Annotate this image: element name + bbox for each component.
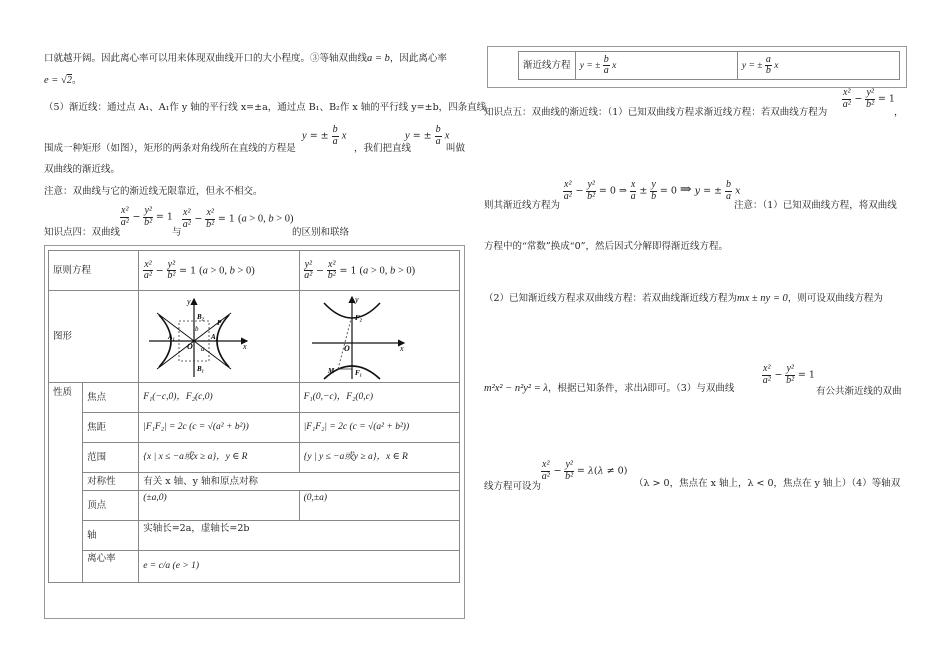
left-line-5: 双曲线的渐近线。 — [44, 164, 121, 175]
k5-line-3: 方程中的“常数”换成“0”，然后因式分解即得渐近线方程。 — [484, 241, 728, 252]
left-line-4-mid: ，我们把直线 — [354, 143, 412, 154]
left-line-2 — [44, 74, 82, 87]
text: 知识点五：双曲线的渐近线：（1）已知双曲线方程求渐近线方程：若双曲线方程为 — [484, 107, 828, 118]
range-x: {x | x ≤ −a或x ≥ a}，y ∈ R — [139, 443, 299, 473]
row-axis — [49, 521, 460, 551]
focal-distance-y: |F₁F₂| = 2c (c = √(a² + b²)) — [299, 413, 459, 443]
k5-line-1-tail: ， — [894, 107, 904, 118]
left-line-3: （5）渐近线：通过点 A₁、A₁作 y 轴的平行线 x=±a，通过点 B₁、B₂作 x 轴的平行线 y=±b，四条直线 — [44, 102, 487, 113]
x-hyperbola-diagram — [139, 293, 297, 381]
vertex-y: (0,±a) — [299, 491, 459, 521]
k5-line-2b: 注意：（1）已知双曲线方程，将双曲线 — [734, 200, 897, 211]
axis-value: 实轴长=2a，虚轴长=2b — [139, 521, 460, 551]
std-eq-x: $\frac{\text{x²}}{\text{a²}}$ − $\frac{\text{y²}}{\text{b²}}$ = 1 (a > 0, b > 0) — [139, 251, 299, 291]
label-standard-equation: 原则方程 — [49, 251, 139, 291]
fig1-B2: B₂ — [197, 312, 205, 321]
k5-eq-5: $\frac{\text{x²}}{\text{a²}}$ − $\frac{\text{y²}}{\text{b²}}$ = 1 — [762, 363, 815, 386]
k5-line-5 — [484, 382, 734, 395]
text: （2）已知渐近线方程求双曲线方程：若双曲线渐近线方程为 — [484, 293, 738, 304]
row-vertex — [49, 491, 460, 521]
row-focal-distance — [49, 413, 460, 443]
label-eccentricity: 离心率 — [83, 551, 139, 583]
row-figure — [49, 291, 460, 383]
math-e-sqrt2: e = √2 — [44, 75, 73, 86]
label-vertex: 顶点 — [83, 491, 139, 521]
k5-eq-1: $\frac{\text{x²}}{\text{a²}}$ − $\frac{\text{y²}}{\text{b²}}$ = 1 — [842, 87, 895, 110]
asymptote-table — [518, 51, 900, 80]
left-line-7a: 知识点四：双曲线 — [44, 227, 121, 238]
text: ，因此离心率 — [389, 53, 447, 64]
focal-distance-x: |F₁F₂| = 2c (c = √(a² + b²)) — [139, 413, 299, 443]
text: 围成一种矩形（如图），矩形的两条对角线所在直线的方程是 — [44, 143, 296, 154]
focus-y: F₁(0,−c)，F₂(0,c) — [299, 383, 459, 413]
k5-eq-2: $\frac{\text{x²}}{\text{a²}}$ − $\frac{\text{y²}}{\text{b²}}$ = 0 ⇒ $\frac{x}{a}$ ± $\frac{y}{b}$ = 0 ⇒ y = ± $\frac{b}{a}$ x — [563, 179, 741, 202]
fig1-A2: A₂ — [211, 332, 219, 341]
label-range: 范围 — [83, 443, 139, 473]
math-a-eq-b: a = b — [367, 53, 390, 64]
fig1-B1: B₁ — [197, 364, 205, 373]
text: ，则可设双曲线方程为 — [787, 293, 883, 304]
comparison-table — [48, 250, 460, 583]
k5-line-1 — [484, 107, 827, 119]
figure-x-hyperbola — [139, 291, 299, 383]
row-range — [49, 443, 460, 473]
symmetry-value: 有关 x 轴、y 轴和原点对称 — [139, 473, 460, 491]
fig2-M: M — [327, 366, 334, 375]
math-mx-ny: mx ± ny = 0 — [737, 293, 788, 304]
left-line-4-tail: 叫做 — [446, 143, 466, 154]
fig1-b: b — [195, 324, 199, 333]
math-lambda-eq: m²x² − n²y² = λ — [484, 383, 548, 394]
row-focus — [49, 383, 460, 413]
label-figure: 图形 — [49, 291, 139, 383]
label-properties: 性质 — [49, 383, 83, 583]
fig1-P: P — [217, 318, 222, 327]
text: 口就越开阔。因此离心率可以用来体现双曲线开口的大小程度。③等轴双曲线 — [44, 53, 368, 64]
left-line-7b: 与 — [172, 227, 182, 238]
fig2-F1: F₁ — [354, 368, 362, 377]
label-focus: 焦点 — [83, 383, 139, 413]
eq-asymptote-2: y = ± $\frac{b}{a}$ x — [405, 124, 450, 147]
fig1-A1: A₁ — [168, 332, 176, 341]
fig1-O: O — [187, 341, 193, 351]
k5-line-2a: 则其渐近线方程为 — [484, 200, 561, 211]
vertex-x: (±a,0) — [139, 491, 299, 521]
fig1-x: x — [243, 341, 247, 351]
comparison-table-frame — [44, 245, 465, 619]
fig2-F2: F₂ — [354, 313, 362, 322]
text: ，根据已知条件，求出 — [547, 383, 643, 394]
left-line-7c: 的区别和联络 — [292, 227, 350, 238]
label-focal-distance: 焦距 — [83, 413, 139, 443]
std-eq-y: $\frac{\text{y²}}{\text{a²}}$ − $\frac{\text{x²}}{\text{b²}}$ = 1 (a > 0, b > 0) — [299, 251, 459, 291]
eccentricity-value: e = c/a (e > 1) — [139, 551, 460, 583]
label-asymptote: 渐近线方程 — [519, 52, 576, 80]
left-line-4 — [44, 143, 296, 155]
k5-line-6a: 线方程可设为 — [484, 481, 542, 492]
fig2-y: y — [354, 294, 359, 304]
asymptote-table-frame — [487, 46, 907, 88]
asymptote-y: y = ± $\frac{a}{b}$ x — [737, 52, 899, 80]
fig1-y: y — [187, 296, 191, 306]
k5-eq-6: $\frac{\text{x²}}{\text{a²}}$ − $\frac{\text{y²}}{\text{b²}}$ = λ(λ ≠ 0) — [541, 459, 628, 482]
label-axis: 轴 — [83, 521, 139, 551]
math-lambda: λ — [642, 383, 648, 394]
row-eccentricity — [49, 551, 460, 583]
label-symmetry: 对称性 — [83, 473, 139, 491]
row-asymptote — [519, 52, 900, 80]
left-line-1 — [44, 52, 447, 65]
text: 。 — [72, 75, 82, 86]
row-symmetry — [49, 473, 460, 491]
asymptote-x: y = ± $\frac{b}{a}$ x — [575, 52, 737, 80]
k5-line-6b: （λ > 0，焦点在 x 轴上，λ < 0，焦点在 y 轴上）（4）等轴双 — [634, 478, 901, 489]
y-hyperbola-diagram — [300, 293, 458, 381]
fig1-a: a — [201, 344, 205, 353]
left-line-6: 注意：双曲线与它的渐近线无限靠近，但永不相交。 — [44, 186, 263, 197]
eq-asymptote-1: y = ± $\frac{b}{a}$ x — [302, 124, 347, 147]
fig2-x: x — [399, 343, 404, 353]
figure-y-hyperbola — [299, 291, 459, 383]
k5-line-4 — [484, 292, 883, 305]
text: 即可。（3）与双曲线 — [647, 383, 735, 394]
eq-hyperbola-2: $\frac{\text{x²}}{\text{a²}}$ − $\frac{\text{x²}}{\text{b²}}$ = 1 (a > 0, b > 0) — [182, 207, 294, 230]
fig2-O: O — [343, 343, 350, 353]
eq-hyperbola-1: $\frac{\text{x²}}{\text{a²}}$ − $\frac{\text{y²}}{\text{b²}}$ = 1 — [120, 205, 173, 228]
range-y: {y | y ≤ −a或y ≥ a}，x ∈ R — [299, 443, 459, 473]
k5-line-5-tail: 有公共渐近线的双曲 — [816, 386, 902, 397]
row-standard-equation — [49, 251, 460, 291]
focus-x: F₁(−c,0)，F₂(c,0) — [139, 383, 299, 413]
